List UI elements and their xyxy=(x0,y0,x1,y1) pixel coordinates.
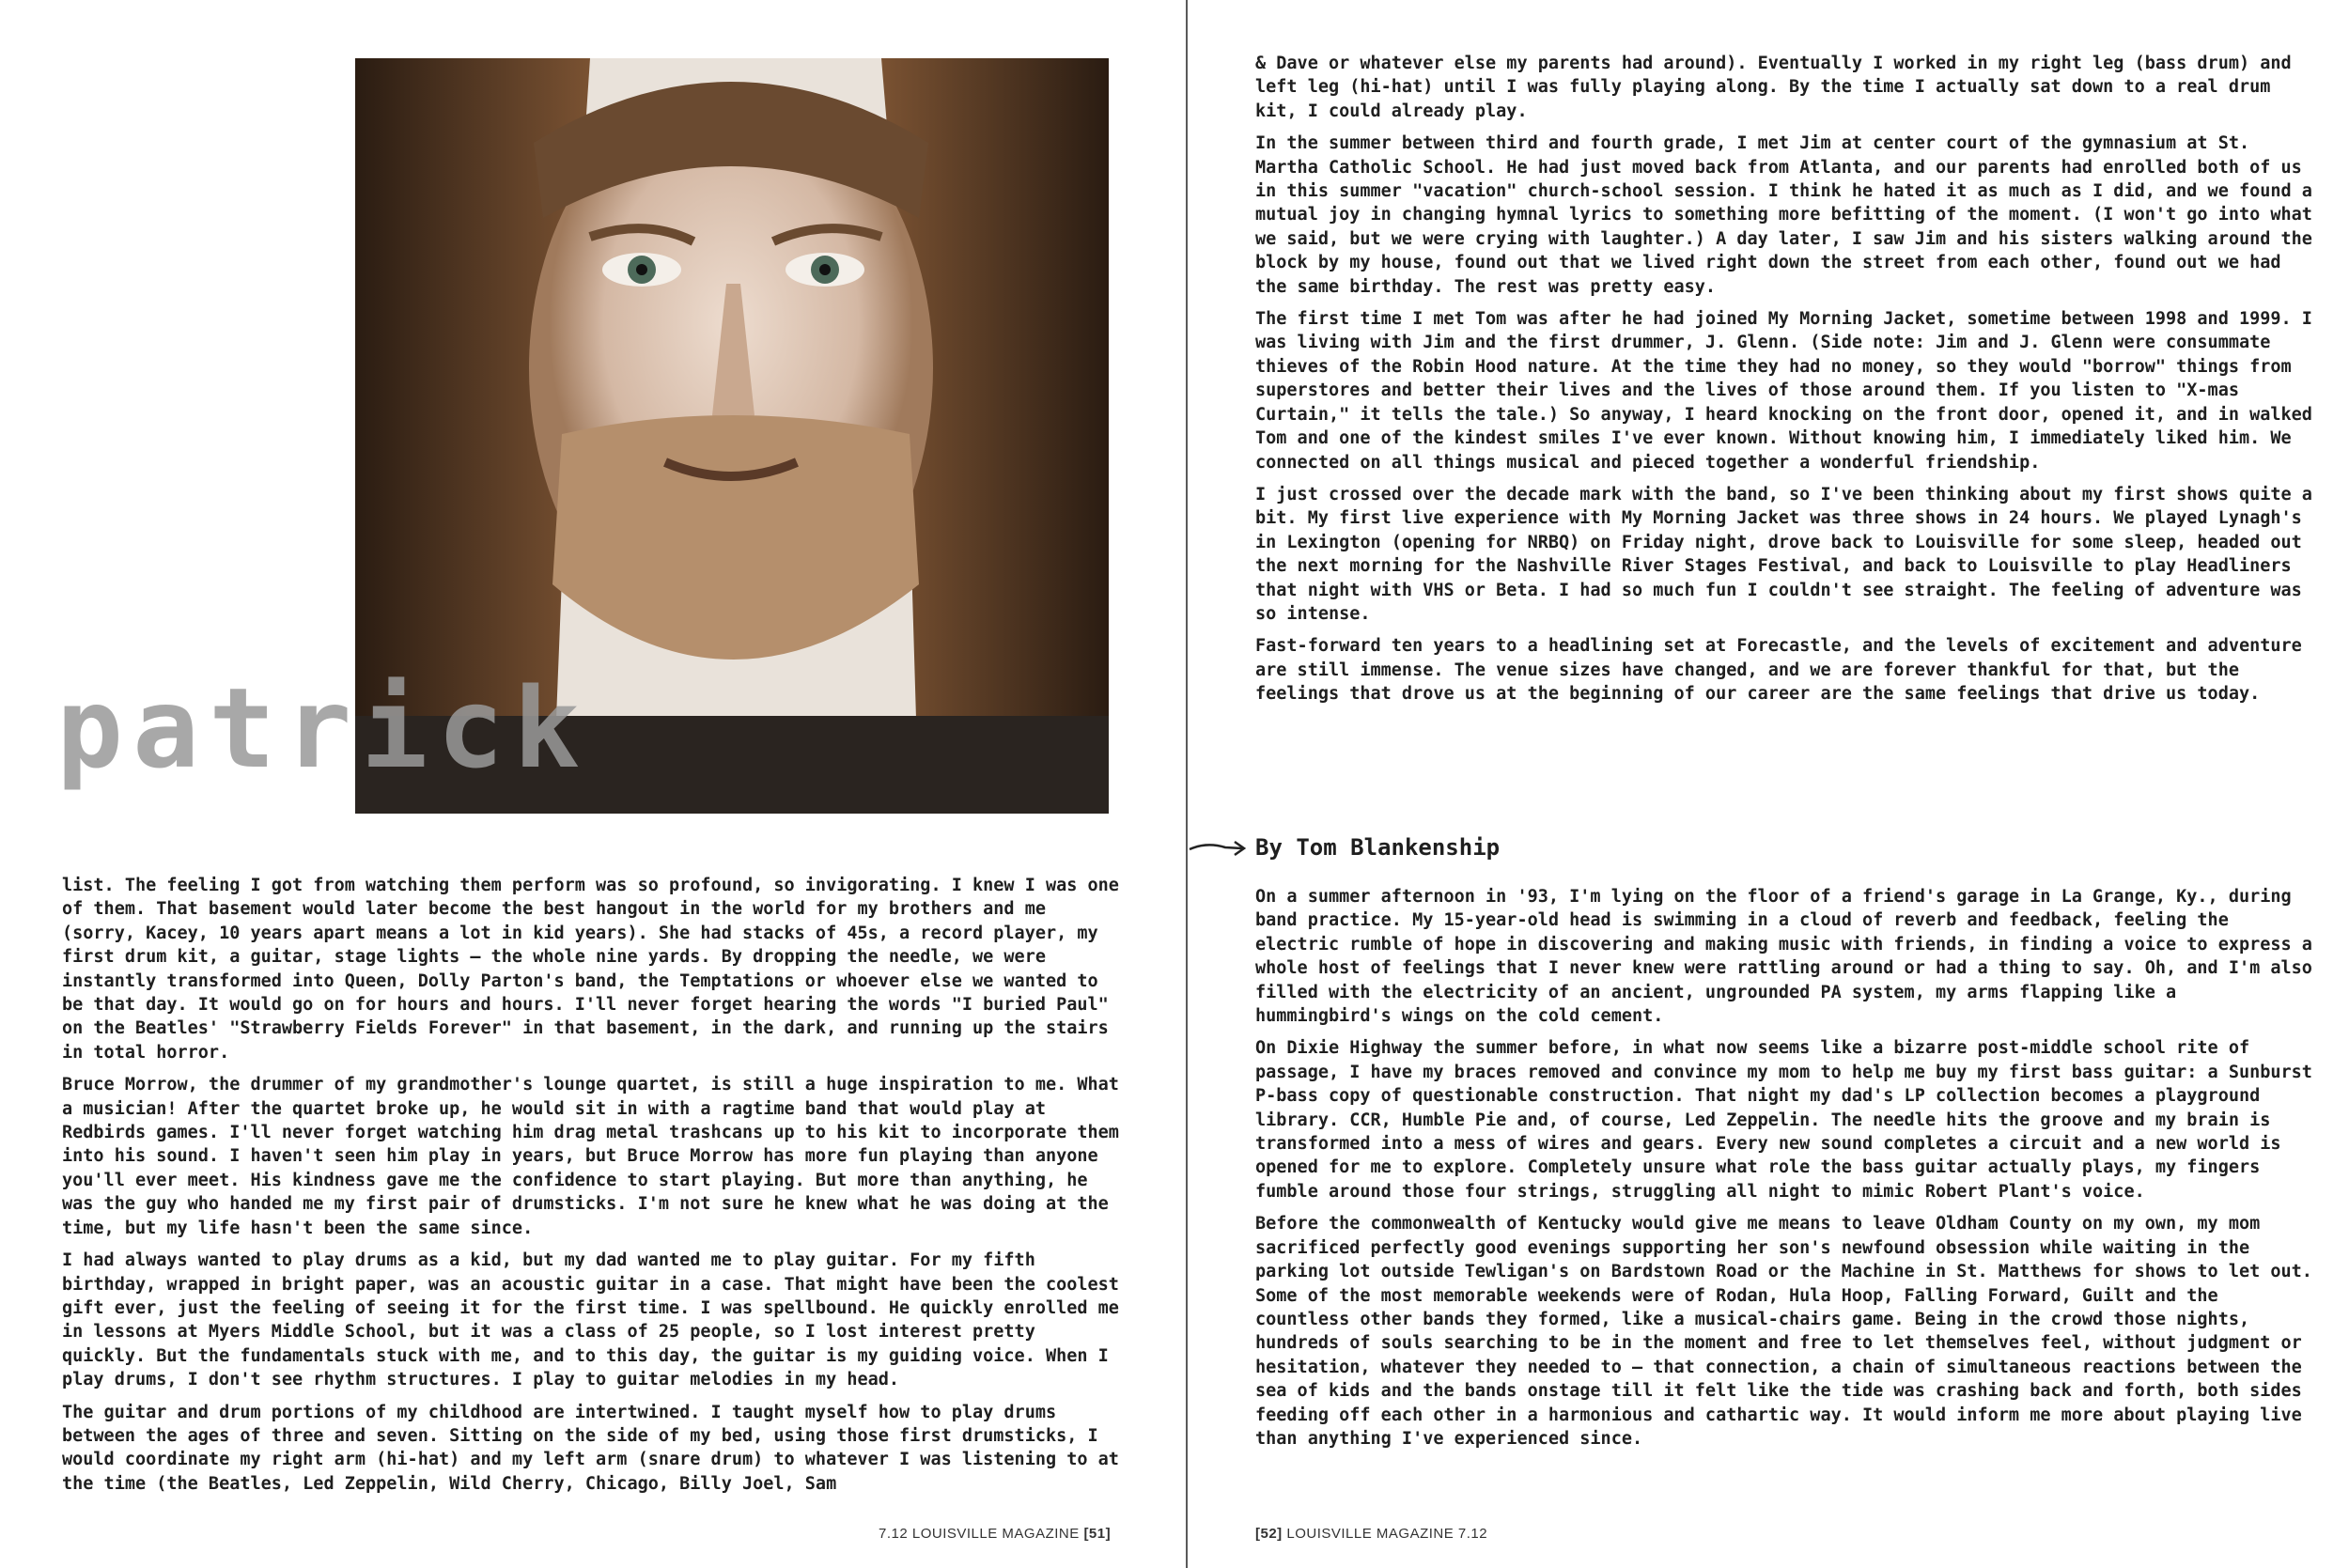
folio-issue: 7.12 xyxy=(879,1526,909,1542)
right-top-text xyxy=(1255,52,2317,715)
paragraph: Before the commonwealth of Kentucky would give me means to leave Oldham County on my own, my mom sacrificed perfectly good evenings supporting her son's newfound obsession while waiting in the parking lot outside Tewligan's on Bardstown Road or the Machine in St. Matthews for shows to let out. Some of the most memorable weekends were of Rodan, Hula Hoop, Falling Forward, Guilt and the countless other bands they formed, like a musical-chairs game. Being in the crowd those nights, hundreds of souls searching to be in the moment and free to let themselves feel, without judgment or hesitation, whatever they needed to – that connection, a chain of simultaneous reactions between the sea of kids and the bands onstage till it felt like the tide was crashing back and forth, both sides feeding off each other in a harmonious and cathartic way. It would inform me more about playing live than anything I've experienced since. xyxy=(1255,1214,2312,1449)
folio-magazine: LOUISVILLE MAGAZINE xyxy=(911,1526,1080,1542)
paragraph: Bruce Morrow, the drummer of my grandmother's lounge quartet, is still a huge inspiration to me. What a musician! After the quartet broke up, he would sit in with a ragtime band that would play at Redbirds games. I'll never forget watching him drag metal trashcans up to his kit to incorporate them into his sound. I haven't seen him play in years, but Bruce Morrow has more fun playing than anyone you'll ever meet. His kindness gave me the confidence to start playing. But more than anything, he was the guy who handed me my first pair of drumsticks. I'm not sure he knew what he was doing at the time, but my life hasn't been the same since. xyxy=(62,1075,1119,1238)
right-page xyxy=(1188,0,2349,1568)
paragraph: In the summer between third and fourth grade, I met Jim at center court of the gymnasium at St. Martha Catholic School. He had just moved back from Atlanta, and our parents had enrolled both of us in this summer "vacation" church-school session. I think he hated it as much as I did, and we found a mutual joy in changing hymnal lyrics to something more befitting of the moment. (I won't go into what we said, but we were crying with laughter.) A day later, I saw Jim and his sisters walking around the block by my house, found out that we lived right down the street from each other, found out we had the same birthday. The rest was pretty easy. xyxy=(1255,133,2312,297)
paragraph: The guitar and drum portions of my childhood are intertwined. I taught myself how to play drums between the ages of three and seven. Sitting on the side of my bed, using those first drumsticks, I would coordinate my right arm (hi-hat) and my left arm (snare drum) to whatever I was listening to at the time (the Beatles, Led Zeppelin, Wild Cherry, Chicago, Billy Joel, Sam xyxy=(62,1402,1119,1494)
paragraph: I had always wanted to play drums as a kid, but my dad wanted me to play guitar. For my fifth birthday, wrapped in bright paper, was an acoustic guitar in a case. That might have been the coolest gift ever, just the feeling of seeing it for the first time. I was spellbound. He quickly enrolled me in lessons at Myers Middle School, but it was a class of 25 people, so I lost interest pretty quickly. But the fundamentals stuck with me, and to this day, the guitar is my guiding voice. When I play drums, I don't see rhythm structures. I play to guitar melodies in my head. xyxy=(62,1250,1119,1390)
folio-magazine: LOUISVILLE MAGAZINE xyxy=(1286,1526,1455,1542)
paragraph: On Dixie Highway the summer before, in what now seems like a bizarre post-middle school rite of passage, I have my braces removed and convince my mom to help me buy my first bass guitar: a Sunburst P-bass copy of questionable construction. That night my dad's LP collection becomes a playground library. CCR, Humble Pie and, of course, Led Zeppelin. The needle hits the groove and my brain is transformed into a mess of wires and gears. Every new sound completes a circuit and a new world is opened for me to explore. Completely unsure what role the bass guitar actually plays, my fingers fumble around those four strings, struggling all night to mimic Robert Plant's voice. xyxy=(1255,1038,2312,1202)
page-folio-right xyxy=(1255,1526,1487,1542)
page-folio-left xyxy=(879,1526,1111,1542)
byline: By Tom Blankenship xyxy=(1255,834,1501,861)
folio-page-number: [52] xyxy=(1255,1526,1283,1542)
paragraph: On a summer afternoon in '93, I'm lying on the floor of a friend's garage in La Grange, Ky., during band practice. My 15-year-old head is swimming in a cloud of reverb and feedback, feeling the electric rumble of hope in discovering and making music with friends, in finding a voice to express a whole host of feelings that I never knew were rattling around or had a thing to say. Oh, and I'm also filled with the electricity of an ancient, ungrounded PA system, my arms flapping like a hummingbird's wings on the cold cement. xyxy=(1255,887,2312,1027)
left-body-text xyxy=(62,874,1119,1504)
paragraph: I just crossed over the decade mark with the band, so I've been thinking about my first shows quite a bit. My first live experience with My Morning Jacket was three shows in 24 hours. We played Lynagh's in Lexington (opening for NRBQ) on Friday night, drove back to Louisville for some sleep, headed out the next morning for the Nashville River Stages Festival, and back to Louisville to play Headliners that night with VHS or Beta. I had so much fun I couldn't see straight. The feeling of adventure was so intense. xyxy=(1255,484,2312,624)
folio-page-number: [51] xyxy=(1083,1526,1112,1542)
name-heading: patrick xyxy=(56,663,590,793)
right-bottom-text xyxy=(1255,885,2317,1459)
byline-arrow-icon xyxy=(1188,834,1253,862)
paragraph: The first time I met Tom was after he had joined My Morning Jacket, sometime between 1998 and 1999. I was living with Jim and the first drummer, J. Glenn. (Side note: Jim and J. Glenn were consummate thieves of the Robin Hood nature. At the time they had no money, so they would "borrow" things from superstores and better their lives and the lives of those around them. If you listen to "X-mas Curtain," it tells the tale.) So anyway, I heard knocking on the front door, opened it, and in walked Tom and one of the kindest smiles I've ever known. Without knowing him, I immediately liked him. We connected on all things musical and pieced together a wonderful friendship. xyxy=(1255,309,2312,473)
paragraph: & Dave or whatever else my parents had around). Eventually I worked in my right leg (bass drum) and left leg (hi-hat) until I was fully playing along. By the time I actually sat down to a real drum kit, I could already play. xyxy=(1255,54,2292,121)
paragraph: list. The feeling I got from watching them perform was so profound, so invigorating. I knew I was one of them. That basement would later become the best hangout in the world for my brothers and me (sorry, Kacey, 10 years apart means a lot in kid years). She had stacks of 45s, a record player, my first drum kit, a guitar, stage lights – the whole nine yards. By dropping the needle, we were instantly transformed into Queen, Dolly Parton's band, the Temptations or whoever else we wanted to be that day. It would go on for hours and hours. I'll never forget hearing the words "I buried Paul" on the Beatles' "Strawberry Fields Forever" in that basement, in the dark, and running up the stairs in total horror. xyxy=(62,876,1119,1063)
folio-issue: 7.12 xyxy=(1457,1526,1488,1542)
paragraph: Fast-forward ten years to a headlining set at Forecastle, and the levels of excitement and adventure are still immense. The venue sizes have changed, and we are forever thankful for that, but the feelings that drove us at the beginning of our career are the same feelings that drive us today. xyxy=(1255,636,2302,705)
